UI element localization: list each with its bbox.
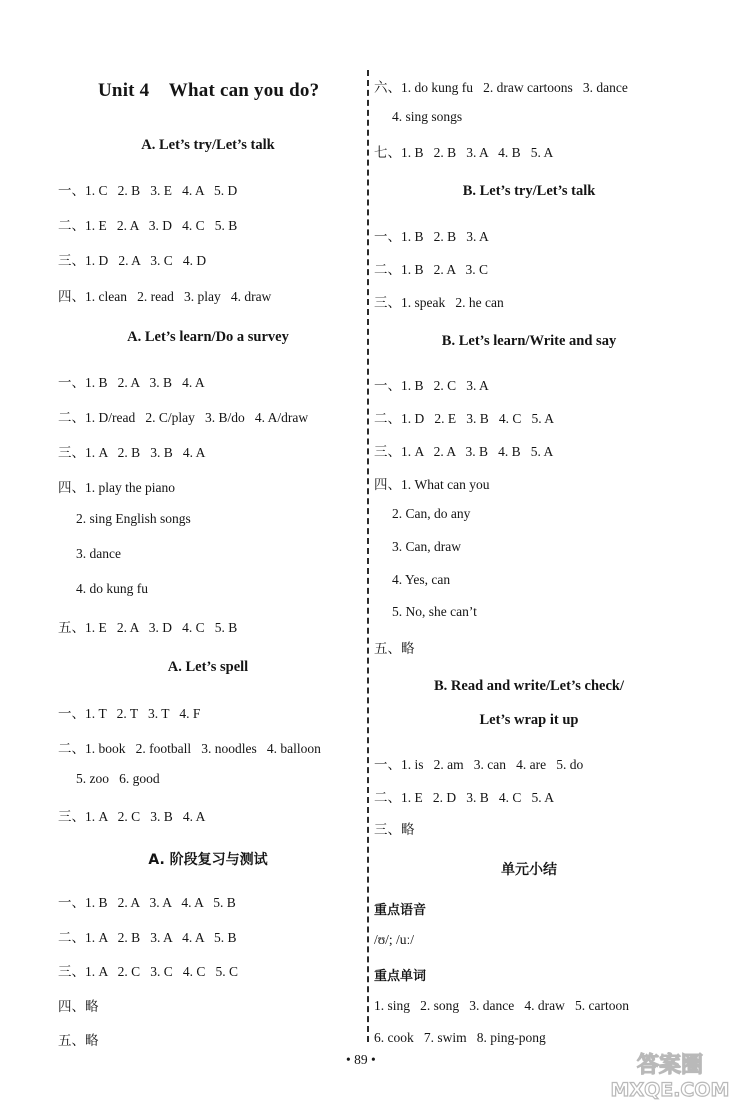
section-title-b-read-write-2: Let’s wrap it up xyxy=(479,712,579,728)
answer-line: 4. Yes, can xyxy=(392,572,451,587)
section-title-unit-summary: 单元小结 xyxy=(501,862,557,878)
watermark-line1: 答案圈 xyxy=(636,1053,704,1078)
answer-line: 二、1. A 2. B 3. A 4. A 5. B xyxy=(58,930,237,945)
answer-line: 2. sing English songs xyxy=(76,511,191,526)
answer-line: 五、略 xyxy=(58,1033,99,1048)
answer-line: 四、1. play the piano xyxy=(58,480,175,495)
answer-line: 一、1. B 2. A 3. A 4. A 5. B xyxy=(58,895,236,910)
words-line: 1. sing 2. song 3. dance 4. draw 5. cartoon xyxy=(374,998,629,1013)
answer-line: 3. dance xyxy=(76,546,121,561)
answer-line: 三、1. speak 2. he can xyxy=(374,295,504,310)
watermark-logo xyxy=(600,1050,740,1100)
subheading-key-sounds: 重点语音 xyxy=(374,903,427,918)
answer-line: 5. No, she can’t xyxy=(392,604,477,619)
watermark-line2: MXQE.COM xyxy=(610,1079,730,1100)
answer-line: 一、1. T 2. T 3. T 4. F xyxy=(58,706,201,721)
answer-line: 四、1. clean 2. read 3. play 4. draw xyxy=(58,289,272,304)
section-title-a-review-test: A. 阶段复习与测试 xyxy=(148,852,268,868)
phonetic-line: /ʊ/; /uː/ xyxy=(374,932,415,947)
answer-line: 4. do kung fu xyxy=(76,581,148,596)
section-title-a-spell: A. Let’s spell xyxy=(167,659,249,675)
answer-line: 三、1. A 2. C 3. B 4. A xyxy=(58,809,206,824)
column-divider xyxy=(367,70,371,1042)
section-title-a-learn-survey: A. Let’s learn/Do a survey xyxy=(127,329,289,345)
section-title-b-learn-write: B. Let’s learn/Write and say xyxy=(441,333,617,349)
answer-line: 3. Can, draw xyxy=(392,539,461,554)
answer-line: 二、1. D 2. E 3. B 4. C 5. A xyxy=(374,411,555,426)
answer-line: 三、1. D 2. A 3. C 4. D xyxy=(58,253,207,268)
answer-line: 4. sing songs xyxy=(392,109,463,124)
answer-line: 三、1. A 2. B 3. B 4. A xyxy=(58,445,206,460)
page-number: • 89 • xyxy=(346,1052,376,1067)
answer-line: 四、略 xyxy=(58,999,99,1014)
answer-line: 二、1. book 2. football 3. noodles 4. balloon xyxy=(58,741,321,756)
answer-line: 一、1. C 2. B 3. E 4. A 5. D xyxy=(58,183,238,198)
answer-line: 二、1. B 2. A 3. C xyxy=(374,262,489,277)
words-line: 6. cook 7. swim 8. ping-pong xyxy=(374,1030,546,1045)
answer-line: 一、1. B 2. B 3. A xyxy=(374,229,489,244)
answer-line: 二、1. E 2. D 3. B 4. C 5. A xyxy=(374,790,555,805)
answer-line: 5. zoo 6. good xyxy=(76,771,160,786)
answer-line: 五、略 xyxy=(374,641,415,656)
answer-line: 一、1. is 2. am 3. can 4. are 5. do xyxy=(374,757,584,772)
answer-line: 二、1. E 2. A 3. D 4. C 5. B xyxy=(58,218,238,233)
answer-line: 三、1. A 2. C 3. C 4. C 5. C xyxy=(58,964,239,979)
unit-title: Unit 4 What can you do? xyxy=(98,80,320,101)
section-title-a-try-talk: A. Let’s try/Let’s talk xyxy=(141,137,275,153)
section-title-b-try-talk: B. Let’s try/Let’s talk xyxy=(462,183,596,199)
answer-line: 一、1. B 2. C 3. A xyxy=(374,378,489,393)
answer-line: 三、1. A 2. A 3. B 4. B 5. A xyxy=(374,444,554,459)
answer-line: 六、1. do kung fu 2. draw cartoons 3. dance xyxy=(374,80,628,95)
answer-line: 一、1. B 2. A 3. B 4. A xyxy=(58,375,205,390)
answer-line: 四、1. What can you xyxy=(374,477,490,492)
answer-line: 七、1. B 2. B 3. A 4. B 5. A xyxy=(374,145,554,160)
section-title-b-read-write-1: B. Read and write/Let’s check/ xyxy=(434,678,624,694)
answer-line: 2. Can, do any xyxy=(392,506,471,521)
answer-line: 五、1. E 2. A 3. D 4. C 5. B xyxy=(58,620,238,635)
answer-line: 二、1. D/read 2. C/play 3. B/do 4. A/draw xyxy=(58,410,309,425)
answer-line: 三、略 xyxy=(374,822,415,837)
subheading-key-words: 重点单词 xyxy=(374,969,427,984)
